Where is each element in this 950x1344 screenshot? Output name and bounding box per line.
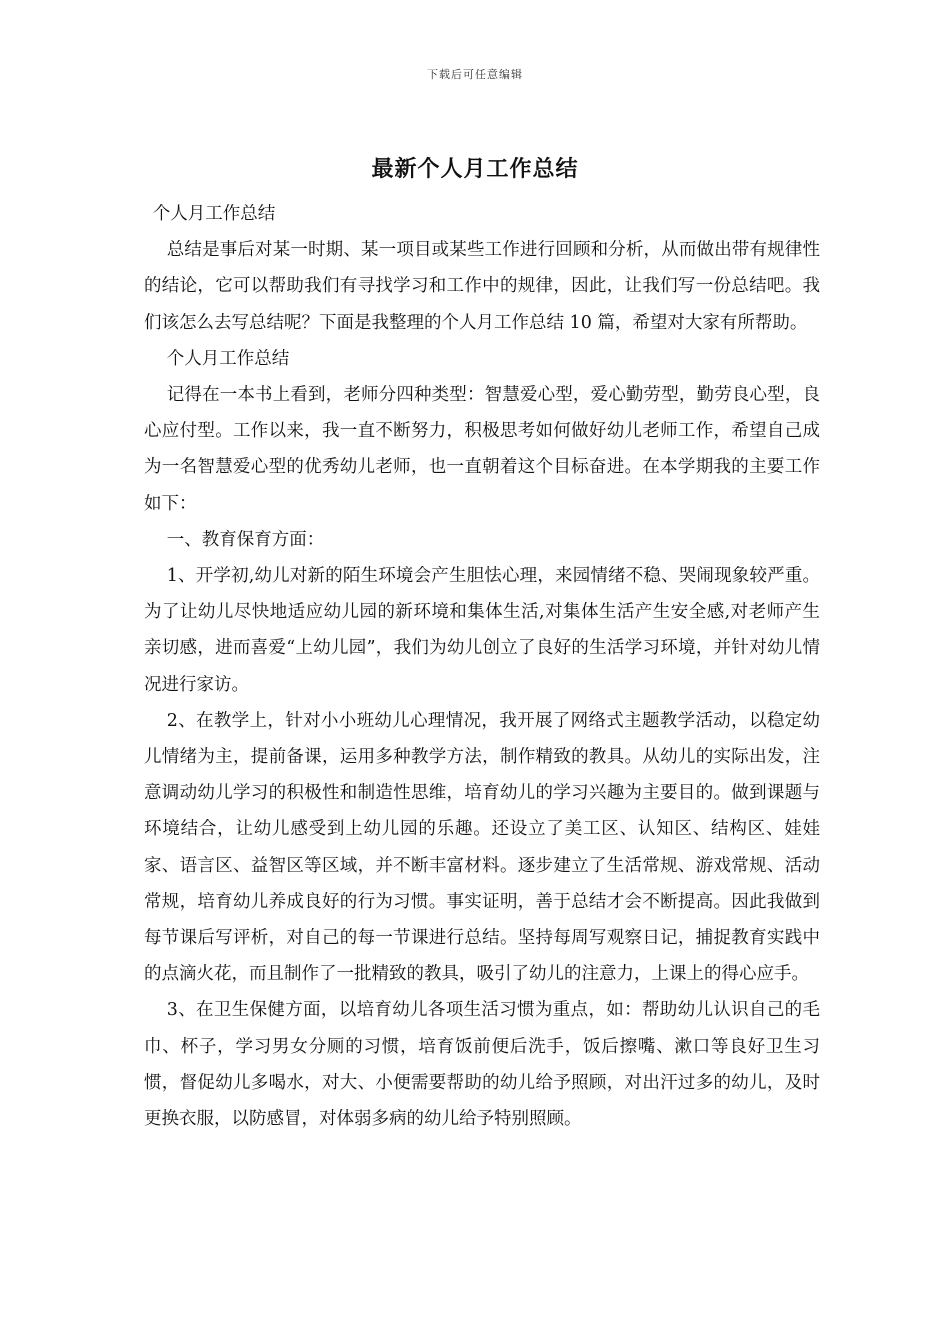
item-one-paragraph: 1、开学初,幼儿对新的陌生环境会产生胆怯心理，来园情绪不稳、哭闹现象较严重。为了让幼儿尽快地适应幼儿园的新环境和集体生活,对集体生活产生安全感,对老师产生亲切感，进而喜爱“上幼儿园”，我们为幼儿创立了良好的生活学习环境，并针对幼儿情况进行家访。	[144, 566, 820, 695]
section-one-heading: 一、教育保育方面：	[166, 529, 325, 550]
opening-paragraph: 记得在一本书上看到，老师分四种类型：智慧爱心型，爱心勤劳型，勤劳良心型，良心应付型。工作以来，我一直不断努力，积极思考如何做好幼儿老师工作，希望自己成为一名智慧爱心型的优秀幼儿老师，也一直朝着这个目标奋进。在本学期我的主要工作如下：	[144, 385, 820, 514]
document-body	[144, 196, 820, 1137]
section-heading-paragraph: 个人月工作总结	[166, 348, 290, 369]
item-two-paragraph: 2、在教学上，针对小小班幼儿心理情况，我开展了网络式主题教学活动，以稳定幼儿情绪为主，提前备课，运用多种教学方法，制作精致的教具。从幼儿的实际出发，注意调动幼儿学习的积极性和制造性思维，培育幼儿的学习兴趣为主要目的。做到课题与环境结合，让幼儿感受到上幼儿园的乐趣。还设立了美工区、认知区、结构区、娃娃家、语言区、益智区等区域，并不断丰富材料。逐步建立了生活常规、游戏常规、活动常规，培育幼儿养成良好的行为习惯。事实证明，善于总结才会不断提高。因此我做到每节课后写评析，对自己的每一节课进行总结。坚持每周写观察日记，捕捉教育实践中的点滴火花，而且制作了一批精致的教具，吸引了幼儿的注意力，上课上的得心应手。	[144, 710, 820, 985]
header-note: 下载后可任意编辑	[427, 68, 523, 81]
subtitle-paragraph: 个人月工作总结	[152, 204, 276, 224]
intro-paragraph: 总结是事后对某一时期、某一项目或某些工作进行回顾和分析，从而做出带有规律性的结论，它可以帮助我们有寻找学习和工作中的规律，因此，让我们写一份总结吧。我们该怎么去写总结呢？下面是我整理的个人月工作总结 10 篇，希望对大家有所帮助。	[144, 240, 820, 333]
document-title: 最新个人月工作总结	[371, 156, 579, 182]
item-three-paragraph: 3、在卫生保健方面，以培育幼儿各项生活习惯为重点，如：帮助幼儿认识自己的毛巾、杯子，学习男女分厕的习惯，培育饭前便后洗手，饭后擦嘴、漱口等良好卫生习惯，督促幼儿多喝水，对大、小便需要帮助的幼儿给予照顾，对出汗过多的幼儿，及时更换衣服，以防感冒，对体弱多病的幼儿给予特别照顾。	[144, 1000, 820, 1130]
